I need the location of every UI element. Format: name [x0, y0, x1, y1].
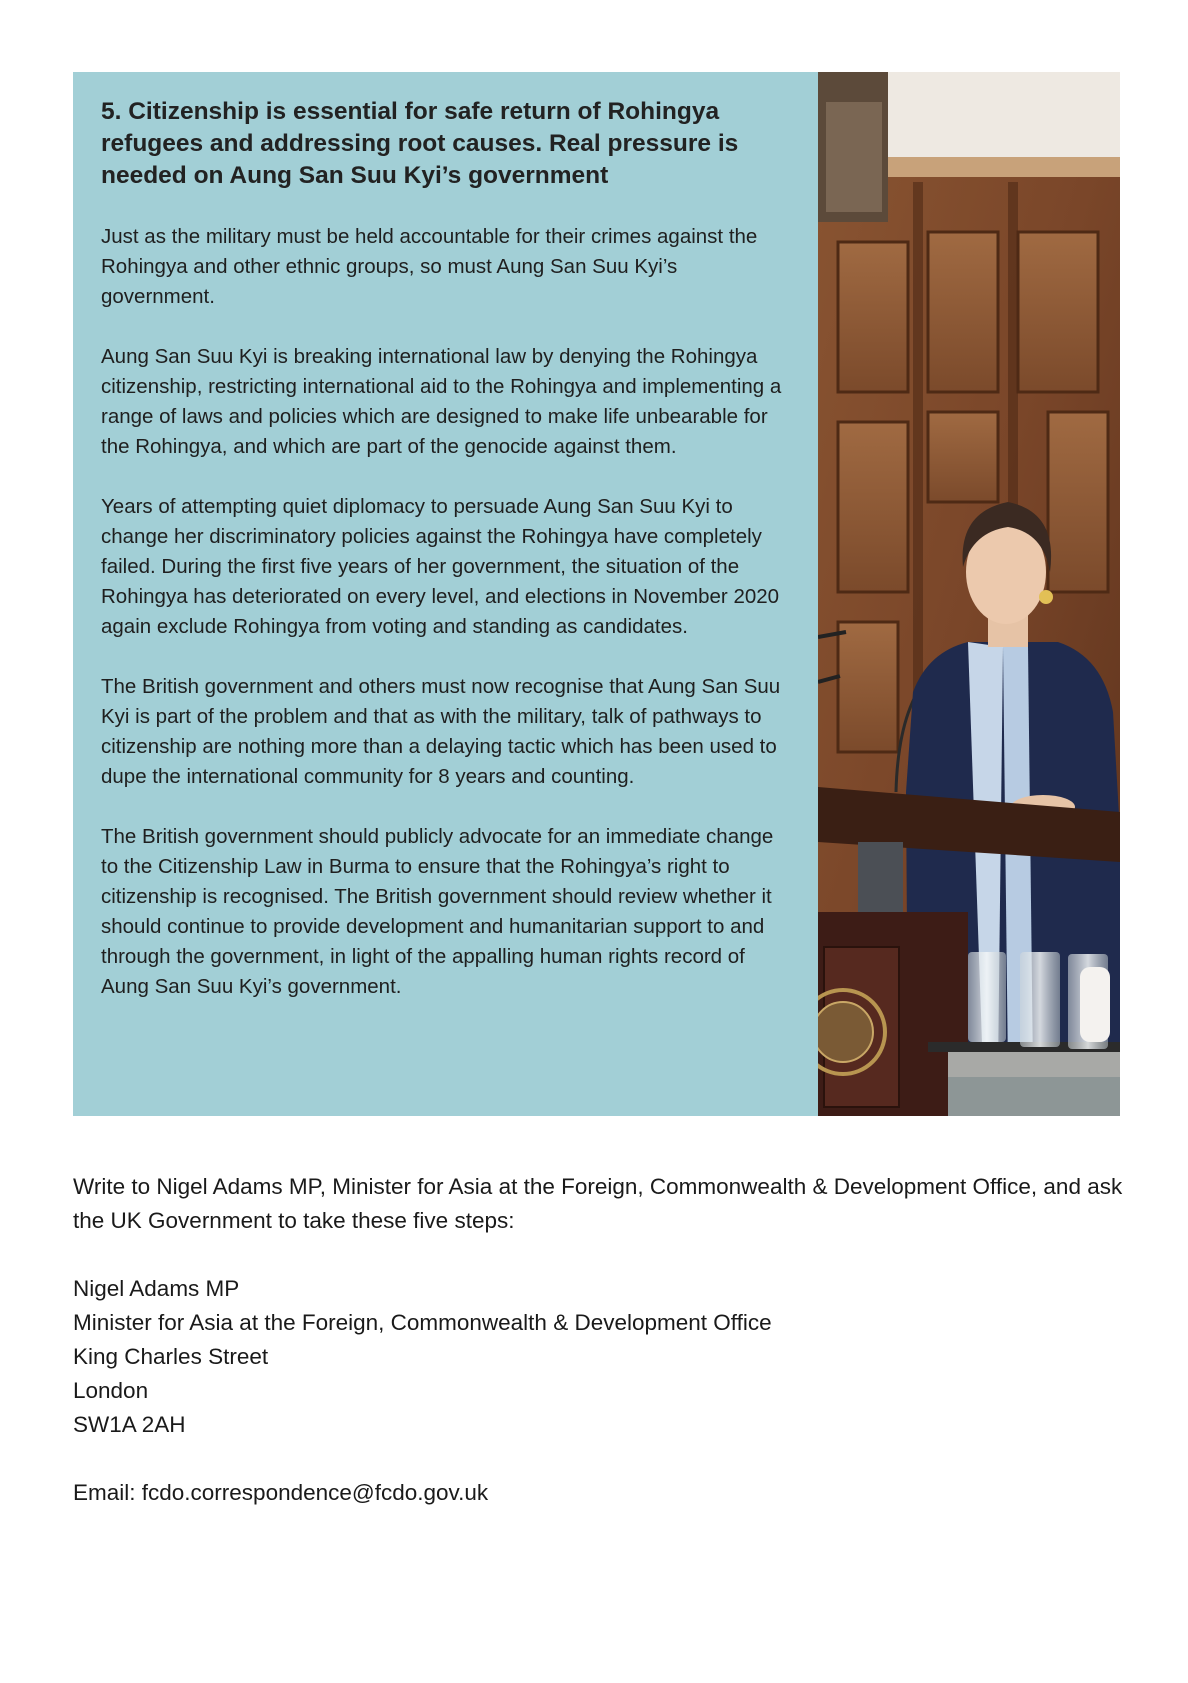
address-line: Minister for Asia at the Foreign, Commonwealth & Development Office: [73, 1310, 772, 1335]
panel-paragraph: The British government should publicly advocate for an immediate change to the Citizenship Law in Burma to ensure that the Rohingya’s right to citizenship is recognised. The British government should review whether it should continue to provide development and humanitarian support to and through the government, in light of the appalling human rights record of Aung San Suu Kyi’s government.: [101, 825, 774, 998]
panel-paragraph: Just as the military must be held accountable for their crimes against the Rohingya and other ethnic groups, so must Aung San Suu Kyi’s government.: [101, 225, 758, 308]
email-line: [73, 1476, 1133, 1510]
panel-paragraph: The British government and others must now recognise that Aung San Suu Kyi is part of the problem and that as with the military, talk of pathways to citizenship are nothing more than a delaying tactic which has been used to dupe the international community for 8 years and counting.: [101, 675, 781, 788]
call-to-action: [73, 1170, 1133, 1510]
address-line: Nigel Adams MP: [73, 1276, 240, 1301]
address-line: London: [73, 1378, 149, 1403]
address-line: King Charles Street: [73, 1344, 269, 1369]
intro-text: Write to Nigel Adams MP, Minister for Asia at the Foreign, Commonwealth & Development Office, and ask the UK Government to take these five steps:: [73, 1174, 1123, 1233]
panel-heading: 5. Citizenship is essential for safe return of Rohingya refugees and addressing root causes. Real pressure is needed on Aung San Suu Kyi’s government: [101, 98, 739, 189]
postal-address: [73, 1272, 1133, 1442]
address-line: SW1A 2AH: [73, 1412, 186, 1437]
speaker-photo: [818, 72, 1120, 1116]
email-address: fcdo.correspondence@fcdo.gov.uk: [141, 1480, 489, 1505]
panel-paragraph: Aung San Suu Kyi is breaking international law by denying the Rohingya citizenship, restricting international aid to the Rohingya and implementing a range of laws and policies which are designed to make life unbearable for the Rohingya, and which are part of the genocide against them.: [101, 345, 782, 458]
panel-paragraph: Years of attempting quiet diplomacy to persuade Aung San Suu Kyi to change her discriminatory policies against the Rohingya have completely failed. During the first five years of her government, the situation of the Rohingya has deteriorated on every level, and elections in November 2020 again exclude Rohingya from voting and standing as candidates.: [101, 495, 780, 638]
email-label: Email:: [73, 1480, 142, 1505]
citizenship-panel: [73, 72, 818, 1116]
